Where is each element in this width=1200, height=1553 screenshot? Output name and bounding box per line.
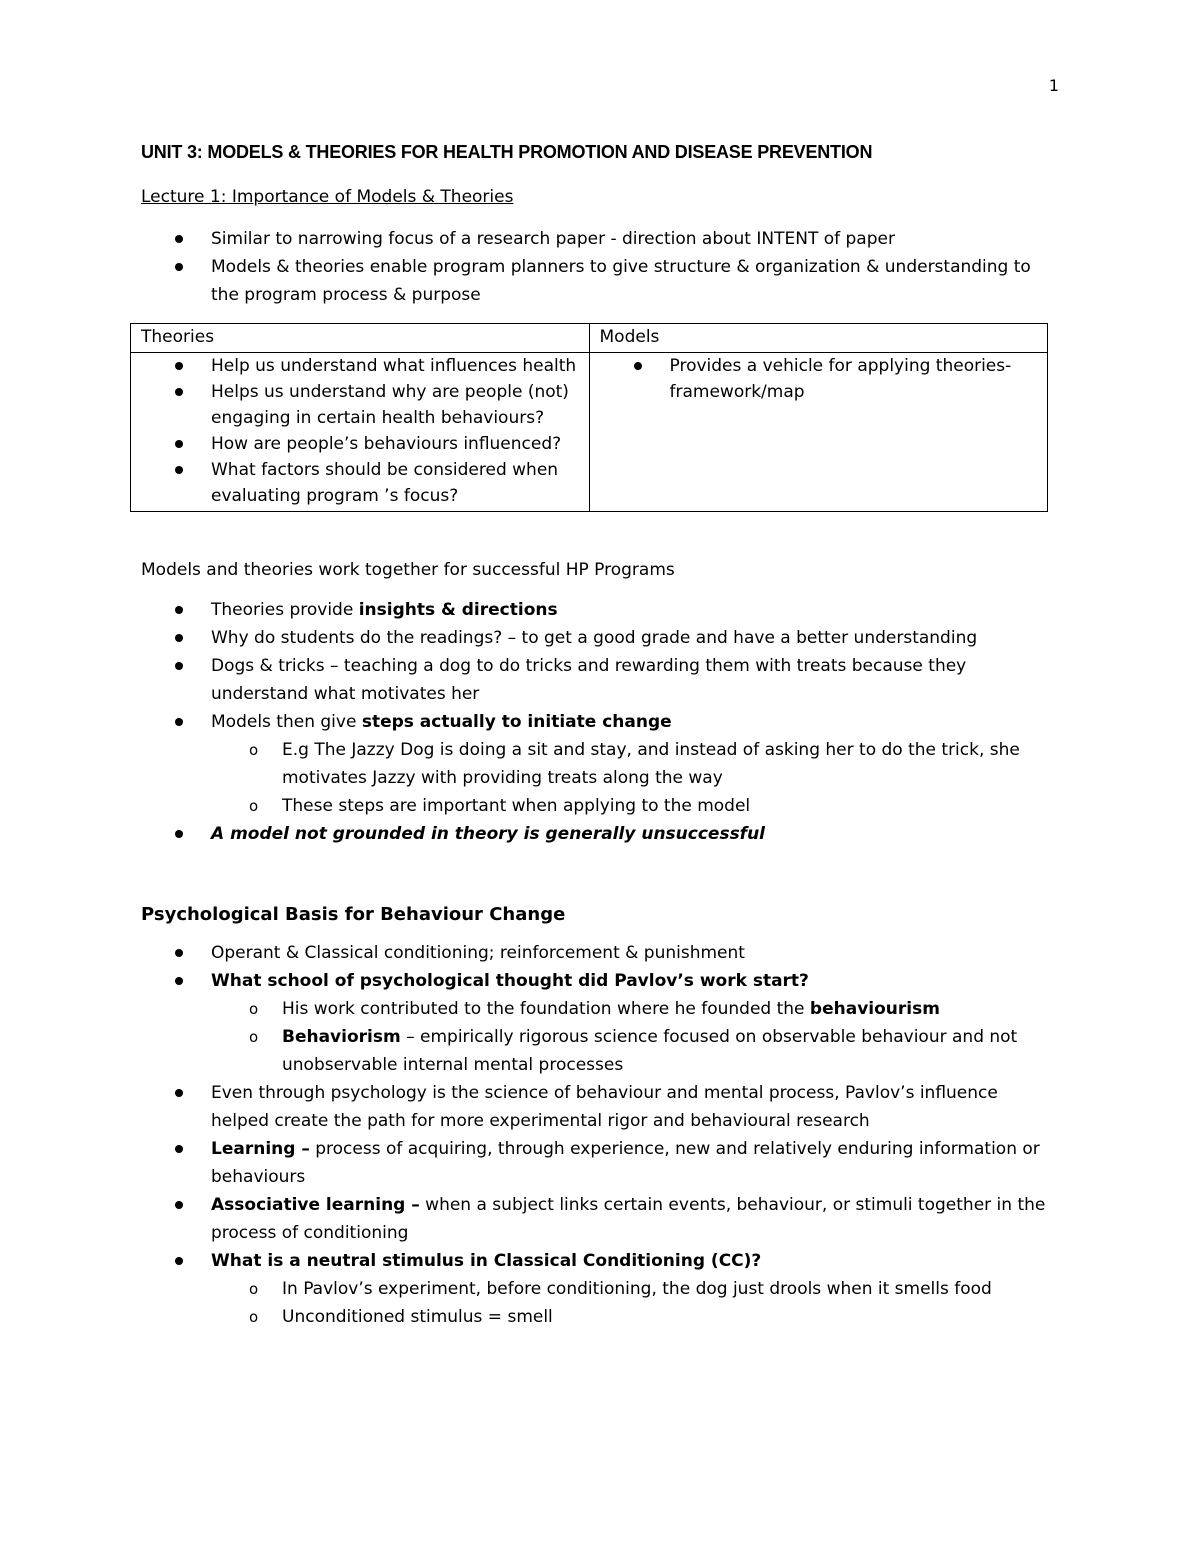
sub-list-item: o In Pavlov’s experiment, before conditioning, the dog just drools when it smells food bbox=[141, 1275, 1061, 1303]
list-item bbox=[141, 1191, 1061, 1247]
text: Models then give bbox=[211, 712, 362, 732]
psych-bullet-list bbox=[141, 939, 1061, 1331]
list-item: Even through psychology is the science of behaviour and mental process, Pavlov’s influence helped create the path for more experimental rigor and behavioural research bbox=[141, 1079, 1061, 1135]
table-row bbox=[131, 353, 1048, 512]
text: His work contributed to the foundation where he founded the bbox=[282, 999, 810, 1019]
bold-text: insights & directions bbox=[358, 600, 558, 620]
models-list bbox=[600, 353, 1048, 405]
theories-header: Theories bbox=[131, 324, 590, 353]
bold-text: steps actually to initiate change bbox=[361, 712, 672, 732]
document-content bbox=[141, 142, 1061, 1331]
hp-bullet-list bbox=[141, 596, 1061, 848]
list-item: Why do students do the readings? – to get a good grade and have a better understanding bbox=[141, 624, 1061, 652]
list-item: Helps us understand why are people (not) engaging in certain health behaviours? bbox=[141, 379, 589, 431]
list-item bbox=[141, 1135, 1061, 1191]
sub-list-item: o These steps are important when applying to the model bbox=[141, 792, 1061, 820]
sub-list-item bbox=[141, 1023, 1061, 1079]
list-item: Dogs & tricks – teaching a dog to do tricks and rewarding them with treats because they understand what motivates her bbox=[141, 652, 1061, 708]
lecture-heading: Lecture 1: Importance of Models & Theories bbox=[141, 187, 514, 207]
intro-bullet-list bbox=[141, 225, 1061, 309]
list-item bbox=[141, 596, 1061, 624]
text: Theories provide bbox=[211, 600, 359, 620]
bold-text: Behaviorism bbox=[282, 1027, 401, 1047]
models-cell bbox=[589, 353, 1048, 512]
page-number: 1 bbox=[1048, 76, 1059, 95]
list-item: What is a neutral stimulus in Classical Conditioning (CC)? bbox=[141, 1247, 1061, 1275]
list-item: Models & theories enable program planners to give structure & organization & understanding to the program process & purpose bbox=[141, 253, 1061, 309]
theories-models-table bbox=[130, 323, 1048, 512]
text: when a subject links certain events, behaviour, or stimuli together in the process of conditioning bbox=[211, 1195, 1046, 1243]
list-item bbox=[141, 708, 1061, 736]
theories-list bbox=[141, 353, 589, 509]
theories-cell bbox=[131, 353, 590, 512]
text: process of acquiring, through experience, new and relatively enduring information or behaviours bbox=[211, 1139, 1040, 1187]
table-header-row bbox=[131, 324, 1048, 353]
list-item: How are people’s behaviours influenced? bbox=[141, 431, 589, 457]
list-item: What school of psychological thought did Pavlov’s work start? bbox=[141, 967, 1061, 995]
document-title: UNIT 3: MODELS & THEORIES FOR HEALTH PROMOTION AND DISEASE PREVENTION bbox=[141, 142, 873, 162]
list-item: Help us understand what influences health bbox=[141, 353, 589, 379]
bold-text: Learning – bbox=[211, 1139, 310, 1159]
sub-list-item bbox=[141, 995, 1061, 1023]
list-item: Provides a vehicle for applying theories-framework/map bbox=[600, 353, 1048, 405]
text: – empirically rigorous science focused on observable behaviour and not unobservable internal mental processes bbox=[282, 1027, 1018, 1075]
sub-list-item: o Unconditioned stimulus = smell bbox=[141, 1303, 1061, 1331]
bold-text: Associative learning – bbox=[211, 1195, 420, 1215]
models-header: Models bbox=[589, 324, 1048, 353]
list-item: Operant & Classical conditioning; reinforcement & punishment bbox=[141, 939, 1061, 967]
list-item: What factors should be considered when evaluating program ’s focus? bbox=[141, 457, 589, 509]
paragraph: Models and theories work together for successful HP Programs bbox=[141, 560, 675, 580]
list-item: Similar to narrowing focus of a research paper - direction about INTENT of paper bbox=[141, 225, 1061, 253]
section-heading: Psychological Basis for Behaviour Change bbox=[141, 904, 566, 925]
sub-list-item: o E.g The Jazzy Dog is doing a sit and stay, and instead of asking her to do the trick, she motivates Jazzy with providing treats along the way bbox=[141, 736, 1061, 792]
list-item: A model not grounded in theory is generally unsuccessful bbox=[141, 820, 1061, 848]
bold-text: behaviourism bbox=[809, 999, 940, 1019]
